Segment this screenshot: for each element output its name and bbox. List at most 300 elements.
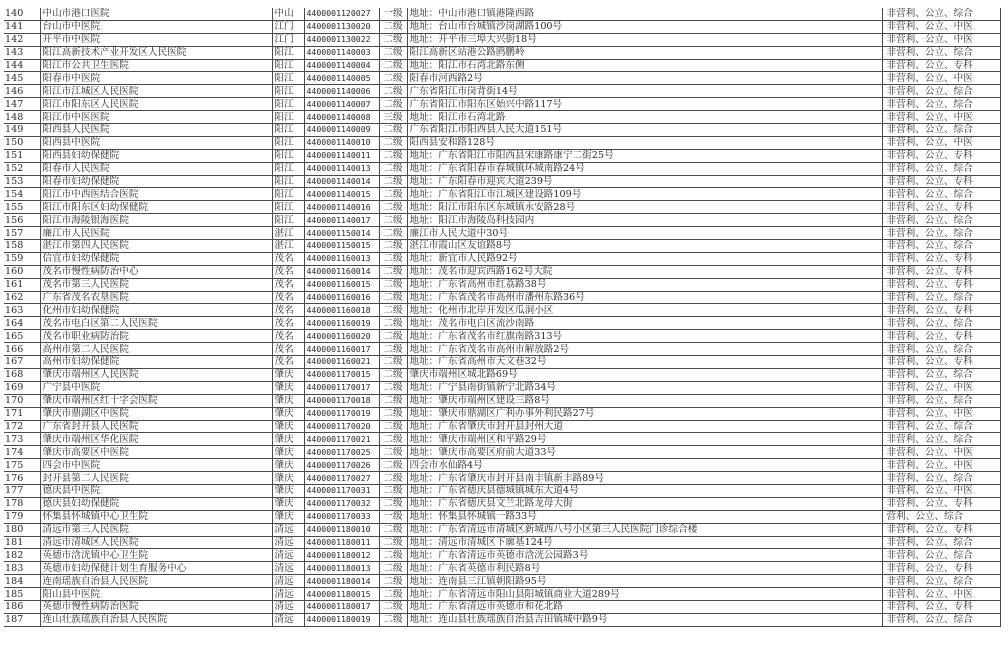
city-cell: 茂名 bbox=[272, 252, 304, 265]
hospital-level-cell: 二级 bbox=[379, 446, 407, 459]
row-number-cell: 166 bbox=[4, 343, 40, 356]
category-cell: 非营利、公立、综合 bbox=[882, 536, 1000, 549]
row-number-cell: 180 bbox=[4, 523, 40, 536]
hospital-level-cell: 二级 bbox=[379, 214, 407, 227]
category-cell: 非营利、公立、综合 bbox=[882, 472, 1000, 485]
category-cell: 非营利、公立、综合 bbox=[882, 433, 1000, 446]
hospital-name-cell: 四会市中医院 bbox=[40, 459, 272, 472]
hospital-level-cell: 二级 bbox=[379, 317, 407, 330]
address-cell: 地址：广东省英德市利民路8号 bbox=[407, 562, 882, 575]
hospital-level-cell: 二级 bbox=[379, 136, 407, 149]
city-cell: 中山 bbox=[272, 8, 304, 20]
address-cell: 地址：广东省茂名市高州市解放路2号 bbox=[407, 343, 882, 356]
address-cell: 地址：广东省阳春市春城镇环城南路24号 bbox=[407, 162, 882, 175]
address-cell: 地址：广东省茂名市红旗南路313号 bbox=[407, 330, 882, 343]
category-cell: 非营利、公立、专科 bbox=[882, 175, 1000, 188]
city-cell: 湛江 bbox=[272, 227, 304, 240]
institution-code-cell: 4400001140010 bbox=[304, 136, 379, 149]
hospital-level-cell: 二级 bbox=[379, 575, 407, 588]
hospital-level-cell: 二级 bbox=[379, 549, 407, 562]
city-cell: 清远 bbox=[272, 575, 304, 588]
hospital-name-cell: 廉江市人民医院 bbox=[40, 227, 272, 240]
hospital-level-cell: 二级 bbox=[379, 162, 407, 175]
institution-code-cell: 4400001180011 bbox=[304, 536, 379, 549]
table-row bbox=[4, 46, 1000, 59]
hospital-name-cell: 阳江市阳东区妇幼保健院 bbox=[40, 201, 272, 214]
institution-code-cell: 4400001140017 bbox=[304, 214, 379, 227]
hospital-name-cell: 怀集县怀城镇中心卫生院 bbox=[40, 510, 272, 523]
institution-code-cell: 4400001140009 bbox=[304, 124, 379, 137]
category-cell: 非营利、公立、综合 bbox=[882, 549, 1000, 562]
address-cell: 地址：广东省清远市清城区新城西八号小区第三人民医院门诊综合楼 bbox=[407, 523, 882, 536]
address-cell: 广东省阳江市阳东区始兴中路117号 bbox=[407, 98, 882, 111]
row-number-cell: 186 bbox=[4, 600, 40, 613]
city-cell: 肇庆 bbox=[272, 510, 304, 523]
institution-code-cell: 4400001160020 bbox=[304, 330, 379, 343]
institution-code-cell: 4400001180010 bbox=[304, 523, 379, 536]
hospital-name-cell: 茂名市职业病防治院 bbox=[40, 330, 272, 343]
hospital-level-cell: 二级 bbox=[379, 33, 407, 46]
institution-code-cell: 4400001160017 bbox=[304, 343, 379, 356]
row-number-cell: 145 bbox=[4, 72, 40, 85]
category-cell: 非营利、公立、综合 bbox=[882, 214, 1000, 227]
category-cell: 非营利、公立、综合 bbox=[882, 394, 1000, 407]
city-cell: 清远 bbox=[272, 600, 304, 613]
institution-code-cell: 4400001170015 bbox=[304, 368, 379, 381]
hospital-name-cell: 肇庆市端州区华化医院 bbox=[40, 433, 272, 446]
institution-code-cell: 4400001170020 bbox=[304, 420, 379, 433]
hospital-name-cell: 台山市中医院 bbox=[40, 20, 272, 33]
city-cell: 肇庆 bbox=[272, 446, 304, 459]
hospital-level-cell: 二级 bbox=[379, 472, 407, 485]
row-number-cell: 167 bbox=[4, 356, 40, 369]
hospital-level-cell: 二级 bbox=[379, 59, 407, 72]
row-number-cell: 168 bbox=[4, 368, 40, 381]
row-number-cell: 175 bbox=[4, 459, 40, 472]
table-row bbox=[4, 240, 1000, 253]
hospital-name-cell: 德庆县妇幼保健院 bbox=[40, 497, 272, 510]
institution-code-cell: 4400001170017 bbox=[304, 381, 379, 394]
hospital-level-cell: 二级 bbox=[379, 588, 407, 601]
table-row bbox=[4, 317, 1000, 330]
hospital-name-cell: 肇庆市鼎湖区中医院 bbox=[40, 407, 272, 420]
category-cell: 非营利、公立、综合 bbox=[882, 98, 1000, 111]
table-row bbox=[4, 59, 1000, 72]
institution-code-cell: 4400001170018 bbox=[304, 394, 379, 407]
row-number-cell: 181 bbox=[4, 536, 40, 549]
hospital-level-cell: 二级 bbox=[379, 227, 407, 240]
hospital-level-cell: 二级 bbox=[379, 201, 407, 214]
row-number-cell: 161 bbox=[4, 278, 40, 291]
city-cell: 肇庆 bbox=[272, 433, 304, 446]
institution-code-cell: 4400001170019 bbox=[304, 407, 379, 420]
row-number-cell: 178 bbox=[4, 497, 40, 510]
table-row bbox=[4, 162, 1000, 175]
category-cell: 非营利、公立、综合 bbox=[882, 188, 1000, 201]
hospital-level-cell: 二级 bbox=[379, 85, 407, 98]
address-cell: 地址：广东省肇庆市封开县封州大道 bbox=[407, 420, 882, 433]
hospital-name-cell: 阳西县人民医院 bbox=[40, 124, 272, 137]
address-cell: 地址：广东省高州市天文巷32号 bbox=[407, 356, 882, 369]
address-cell: 地址：台山市台城镇沙岗湖路100号 bbox=[407, 20, 882, 33]
city-cell: 阳江 bbox=[272, 162, 304, 175]
address-cell: 阳西县安和路128号 bbox=[407, 136, 882, 149]
institution-code-cell: 4400001180013 bbox=[304, 562, 379, 575]
hospital-level-cell: 二级 bbox=[379, 20, 407, 33]
row-number-cell: 143 bbox=[4, 46, 40, 59]
row-number-cell: 146 bbox=[4, 85, 40, 98]
table-row bbox=[4, 124, 1000, 137]
table-row bbox=[4, 330, 1000, 343]
table-row bbox=[4, 407, 1000, 420]
table-row bbox=[4, 214, 1000, 227]
row-number-cell: 171 bbox=[4, 407, 40, 420]
address-cell: 地址：广东省清远市阳山县阳城镇商业大道289号 bbox=[407, 588, 882, 601]
table-row bbox=[4, 98, 1000, 111]
row-number-cell: 179 bbox=[4, 510, 40, 523]
hospital-name-cell: 开平市中医院 bbox=[40, 33, 272, 46]
institution-code-cell: 4400001130020 bbox=[304, 20, 379, 33]
hospital-name-cell: 高州市第二人民医院 bbox=[40, 343, 272, 356]
institution-code-cell: 4400001140013 bbox=[304, 162, 379, 175]
hospital-name-cell: 阳江市公共卫生医院 bbox=[40, 59, 272, 72]
hospital-list-sheet bbox=[4, 8, 1000, 627]
row-number-cell: 148 bbox=[4, 111, 40, 124]
table-row bbox=[4, 588, 1000, 601]
hospital-level-cell: 二级 bbox=[379, 459, 407, 472]
category-cell: 非营利、公立、专科 bbox=[882, 497, 1000, 510]
city-cell: 清远 bbox=[272, 562, 304, 575]
institution-code-cell: 4400001170027 bbox=[304, 472, 379, 485]
table-row bbox=[4, 575, 1000, 588]
city-cell: 茂名 bbox=[272, 317, 304, 330]
hospital-level-cell: 二级 bbox=[379, 600, 407, 613]
hospital-name-cell: 阳春市人民医院 bbox=[40, 162, 272, 175]
institution-code-cell: 4400001140003 bbox=[304, 46, 379, 59]
table-row bbox=[4, 472, 1000, 485]
hospital-name-cell: 茂名市电白区第二人民医院 bbox=[40, 317, 272, 330]
category-cell: 非营利、公立、中医 bbox=[882, 407, 1000, 420]
city-cell: 肇庆 bbox=[272, 381, 304, 394]
hospital-name-cell: 英德市妇幼保健计划生育服务中心 bbox=[40, 562, 272, 575]
hospital-name-cell: 茂名市慢性病防治中心 bbox=[40, 265, 272, 278]
category-cell: 非营利、公立、专科 bbox=[882, 59, 1000, 72]
table-row bbox=[4, 510, 1000, 523]
address-cell: 地址：肇庆市鼎湖区广利办事外利民路27号 bbox=[407, 407, 882, 420]
hospital-level-cell: 二级 bbox=[379, 278, 407, 291]
category-cell: 非营利、公立、中医 bbox=[882, 33, 1000, 46]
hospital-level-cell: 二级 bbox=[379, 240, 407, 253]
address-cell: 地址：新宜市人民路92号 bbox=[407, 252, 882, 265]
hospital-level-cell: 二级 bbox=[379, 497, 407, 510]
table-row bbox=[4, 8, 1000, 20]
address-cell: 地址：怀集县怀城镇一路33号 bbox=[407, 510, 882, 523]
table-row bbox=[4, 252, 1000, 265]
address-cell: 地址：阳江市海陵岛科技园内 bbox=[407, 214, 882, 227]
category-cell: 非营利、公立、综合 bbox=[882, 85, 1000, 98]
table-row bbox=[4, 446, 1000, 459]
hospital-level-cell: 三级 bbox=[379, 111, 407, 124]
address-cell: 廉江市人民大道中30号 bbox=[407, 227, 882, 240]
address-cell: 地址：广东省德庆县德城镇城东大道4号 bbox=[407, 484, 882, 497]
category-cell: 非营利、公立、专科 bbox=[882, 304, 1000, 317]
category-cell: 非营利、公立、中医 bbox=[882, 588, 1000, 601]
category-cell: 非营利、公立、专科 bbox=[882, 523, 1000, 536]
city-cell: 阳江 bbox=[272, 111, 304, 124]
table-row bbox=[4, 291, 1000, 304]
row-number-cell: 165 bbox=[4, 330, 40, 343]
address-cell: 地址：肇庆市高要区府前大道33号 bbox=[407, 446, 882, 459]
category-cell: 非营利、公立、专科 bbox=[882, 330, 1000, 343]
table-row bbox=[4, 613, 1000, 626]
row-number-cell: 153 bbox=[4, 175, 40, 188]
category-cell: 营利、公立、综合 bbox=[882, 510, 1000, 523]
city-cell: 阳江 bbox=[272, 149, 304, 162]
institution-code-cell: 4400001140015 bbox=[304, 188, 379, 201]
table-row bbox=[4, 188, 1000, 201]
category-cell: 非营利、公立、中医 bbox=[882, 136, 1000, 149]
hospital-name-cell: 连南瑶族自治县人民医院 bbox=[40, 575, 272, 588]
hospital-name-cell: 英德市慢性病防治医院 bbox=[40, 600, 272, 613]
address-cell: 地址：连山县壮族瑶族自治县吉田镇城中路9号 bbox=[407, 613, 882, 626]
institution-code-cell: 4400001160016 bbox=[304, 291, 379, 304]
city-cell: 茂名 bbox=[272, 291, 304, 304]
city-cell: 阳江 bbox=[272, 214, 304, 227]
city-cell: 茂名 bbox=[272, 278, 304, 291]
table-row bbox=[4, 72, 1000, 85]
hospital-name-cell: 化州市妇幼保健院 bbox=[40, 304, 272, 317]
institution-code-cell: 4400001180019 bbox=[304, 613, 379, 626]
hospital-level-cell: 二级 bbox=[379, 343, 407, 356]
hospital-name-cell: 广宁县中医院 bbox=[40, 381, 272, 394]
city-cell: 肇庆 bbox=[272, 394, 304, 407]
table-row bbox=[4, 356, 1000, 369]
institution-code-cell: 4400001170021 bbox=[304, 433, 379, 446]
city-cell: 江门 bbox=[272, 33, 304, 46]
row-number-cell: 140 bbox=[4, 8, 40, 20]
hospital-level-cell: 二级 bbox=[379, 291, 407, 304]
row-number-cell: 173 bbox=[4, 433, 40, 446]
address-cell: 阳春市河西路2号 bbox=[407, 72, 882, 85]
table-row bbox=[4, 265, 1000, 278]
category-cell: 非营利、公立、专科 bbox=[882, 201, 1000, 214]
hospital-level-cell: 二级 bbox=[379, 124, 407, 137]
table-row bbox=[4, 343, 1000, 356]
category-cell: 非营利、公立、中医 bbox=[882, 459, 1000, 472]
city-cell: 阳江 bbox=[272, 59, 304, 72]
city-cell: 江门 bbox=[272, 20, 304, 33]
table-row bbox=[4, 536, 1000, 549]
category-cell: 非营利、公立、综合 bbox=[882, 46, 1000, 59]
address-cell: 地址：阳江市石湾北路 bbox=[407, 111, 882, 124]
hospital-name-cell: 茂名市第三人民医院 bbox=[40, 278, 272, 291]
city-cell: 肇庆 bbox=[272, 459, 304, 472]
hospital-level-cell: 二级 bbox=[379, 98, 407, 111]
hospital-level-cell: 一级 bbox=[379, 510, 407, 523]
city-cell: 清远 bbox=[272, 588, 304, 601]
institution-code-cell: 4400001140004 bbox=[304, 59, 379, 72]
category-cell: 非营利、公立、综合 bbox=[882, 162, 1000, 175]
table-row bbox=[4, 175, 1000, 188]
city-cell: 阳江 bbox=[272, 85, 304, 98]
row-number-cell: 152 bbox=[4, 162, 40, 175]
institution-code-cell: 440000112002​7 bbox=[304, 8, 379, 20]
category-cell: 非营利、公立、综合 bbox=[882, 420, 1000, 433]
hospital-name-cell: 高州市妇幼保健院 bbox=[40, 356, 272, 369]
table-row bbox=[4, 459, 1000, 472]
address-cell: 地址：中山市港口镇港隆西路 bbox=[407, 8, 882, 20]
row-number-cell: 142 bbox=[4, 33, 40, 46]
city-cell: 肇庆 bbox=[272, 368, 304, 381]
hospital-name-cell: 清远市清城区人民医院 bbox=[40, 536, 272, 549]
category-cell: 非营利、公立、专科 bbox=[882, 278, 1000, 291]
institution-code-cell: 4400001170032 bbox=[304, 497, 379, 510]
institution-code-cell: 4400001140016 bbox=[304, 201, 379, 214]
table-row bbox=[4, 149, 1000, 162]
address-cell: 地址：清远市清城区下廓基124号 bbox=[407, 536, 882, 549]
city-cell: 清远 bbox=[272, 613, 304, 626]
hospital-level-cell: 二级 bbox=[379, 381, 407, 394]
hospital-level-cell: 二级 bbox=[379, 394, 407, 407]
city-cell: 湛江 bbox=[272, 240, 304, 253]
row-number-cell: 182 bbox=[4, 549, 40, 562]
city-cell: 肇庆 bbox=[272, 472, 304, 485]
row-number-cell: 170 bbox=[4, 394, 40, 407]
address-cell: 地址：化州市北岸开发区瓜洞小区 bbox=[407, 304, 882, 317]
category-cell: 非营利、公立、中医 bbox=[882, 20, 1000, 33]
category-cell: 非营利、公立、中医 bbox=[882, 446, 1000, 459]
address-cell: 地址：阳江市阳东区东城镇永安路28号 bbox=[407, 201, 882, 214]
city-cell: 肇庆 bbox=[272, 497, 304, 510]
category-cell: 非营利、公立、综合 bbox=[882, 124, 1000, 137]
hospital-name-cell: 阳西县中医院 bbox=[40, 136, 272, 149]
hospital-name-cell: 阳江市中西医结合医院 bbox=[40, 188, 272, 201]
city-cell: 阳江 bbox=[272, 124, 304, 137]
address-cell: 地址：广东阳春市迎宾大道239号 bbox=[407, 175, 882, 188]
address-cell: 地址：连南县三江镇朝阳路95号 bbox=[407, 575, 882, 588]
institution-code-cell: 4400001180012 bbox=[304, 549, 379, 562]
city-cell: 阳江 bbox=[272, 46, 304, 59]
city-cell: 肇庆 bbox=[272, 484, 304, 497]
table-row bbox=[4, 368, 1000, 381]
hospital-name-cell: 封开县第二人民医院 bbox=[40, 472, 272, 485]
row-number-cell: 149 bbox=[4, 124, 40, 137]
category-cell: 非营利、公立、专科 bbox=[882, 149, 1000, 162]
row-number-cell: 174 bbox=[4, 446, 40, 459]
hospital-level-cell: 一级 bbox=[379, 8, 407, 20]
city-cell: 阳江 bbox=[272, 136, 304, 149]
institution-code-cell: 4400001140008 bbox=[304, 111, 379, 124]
hospital-name-cell: 广东省封开县人民医院 bbox=[40, 420, 272, 433]
table-row bbox=[4, 33, 1000, 46]
city-cell: 肇庆 bbox=[272, 420, 304, 433]
row-number-cell: 163 bbox=[4, 304, 40, 317]
row-number-cell: 185 bbox=[4, 588, 40, 601]
category-cell: 非营利、公立、综合 bbox=[882, 613, 1000, 626]
category-cell: 非营利、公立、综合 bbox=[882, 575, 1000, 588]
row-number-cell: 176 bbox=[4, 472, 40, 485]
table-row bbox=[4, 549, 1000, 562]
institution-code-cell: 4400001160021 bbox=[304, 356, 379, 369]
hospital-name-cell: 德庆县中医院 bbox=[40, 484, 272, 497]
city-cell: 茂名 bbox=[272, 304, 304, 317]
city-cell: 阳江 bbox=[272, 98, 304, 111]
table-row bbox=[4, 523, 1000, 536]
hospital-level-cell: 二级 bbox=[379, 149, 407, 162]
hospital-name-cell: 阳江市江城区人民医院 bbox=[40, 85, 272, 98]
hospital-level-cell: 二级 bbox=[379, 420, 407, 433]
hospital-name-cell: 广东省茂名农垦医院 bbox=[40, 291, 272, 304]
hospital-name-cell: 阳江市海陵银海医院 bbox=[40, 214, 272, 227]
category-cell: 非营利、公立、专科 bbox=[882, 356, 1000, 369]
city-cell: 阳江 bbox=[272, 72, 304, 85]
hospital-name-cell: 阳江高新技术产业开发区人民医院 bbox=[40, 46, 272, 59]
institution-code-cell: 4400001150015 bbox=[304, 240, 379, 253]
institution-code-cell: 4400001180017 bbox=[304, 600, 379, 613]
table-row bbox=[4, 111, 1000, 124]
address-cell: 地址：广东省高州市红荔路38号 bbox=[407, 278, 882, 291]
address-cell: 地址：开平市三埠大兴街18号 bbox=[407, 33, 882, 46]
table-row bbox=[4, 85, 1000, 98]
row-number-cell: 183 bbox=[4, 562, 40, 575]
row-number-cell: 141 bbox=[4, 20, 40, 33]
address-cell: 地址：广东省阳江市阳西县宋康路康宁二街25号 bbox=[407, 149, 882, 162]
hospital-name-cell: 阳江市阳东区人民医院 bbox=[40, 98, 272, 111]
row-number-cell: 154 bbox=[4, 188, 40, 201]
address-cell: 广东省阳江市阳西县人民大道151号 bbox=[407, 124, 882, 137]
institution-code-cell: 4400001160018 bbox=[304, 304, 379, 317]
hospital-level-cell: 二级 bbox=[379, 562, 407, 575]
row-number-cell: 155 bbox=[4, 201, 40, 214]
row-number-cell: 144 bbox=[4, 59, 40, 72]
institution-code-cell: 4400001140005 bbox=[304, 72, 379, 85]
hospital-level-cell: 二级 bbox=[379, 484, 407, 497]
table-row bbox=[4, 394, 1000, 407]
table-row bbox=[4, 484, 1000, 497]
address-cell: 地址：茂名市电白区流沙南路 bbox=[407, 317, 882, 330]
table-row bbox=[4, 433, 1000, 446]
hospital-name-cell: 阳江市中医医院 bbox=[40, 111, 272, 124]
hospital-name-cell: 肇庆市端州区人民医院 bbox=[40, 368, 272, 381]
address-cell: 四会市水仙路4号 bbox=[407, 459, 882, 472]
hospital-name-cell: 湛江市第四人民医院 bbox=[40, 240, 272, 253]
category-cell: 非营利、公立、专科 bbox=[882, 252, 1000, 265]
address-cell: 阳江高新区站港公路鸥鹏岭 bbox=[407, 46, 882, 59]
address-cell: 地址：广东省清远市英德市浛洸公园路3号 bbox=[407, 549, 882, 562]
address-cell: 肇庆市端州区城北路69号 bbox=[407, 368, 882, 381]
address-cell: 地址：广东省清远市英德市和花北路 bbox=[407, 600, 882, 613]
city-cell: 肇庆 bbox=[272, 407, 304, 420]
hospital-name-cell: 阳山县中医院 bbox=[40, 588, 272, 601]
institution-code-cell: 4400001180015 bbox=[304, 588, 379, 601]
hospital-level-cell: 二级 bbox=[379, 330, 407, 343]
institution-code-cell: 4400001180014 bbox=[304, 575, 379, 588]
institution-code-cell: 4400001170033 bbox=[304, 510, 379, 523]
institution-code-cell: 4400001160015 bbox=[304, 278, 379, 291]
hospital-level-cell: 二级 bbox=[379, 523, 407, 536]
row-number-cell: 147 bbox=[4, 98, 40, 111]
institution-code-cell: 4400001170025 bbox=[304, 446, 379, 459]
table-row bbox=[4, 562, 1000, 575]
row-number-cell: 159 bbox=[4, 252, 40, 265]
table-row bbox=[4, 201, 1000, 214]
row-number-cell: 150 bbox=[4, 136, 40, 149]
hospital-name-cell: 肇庆市端州区红十字会医院 bbox=[40, 394, 272, 407]
hospital-level-cell: 二级 bbox=[379, 265, 407, 278]
address-cell: 地址：广东省肇庆市封开县南丰镇新丰路89号 bbox=[407, 472, 882, 485]
hospital-level-cell: 二级 bbox=[379, 356, 407, 369]
hospital-level-cell: 二级 bbox=[379, 188, 407, 201]
